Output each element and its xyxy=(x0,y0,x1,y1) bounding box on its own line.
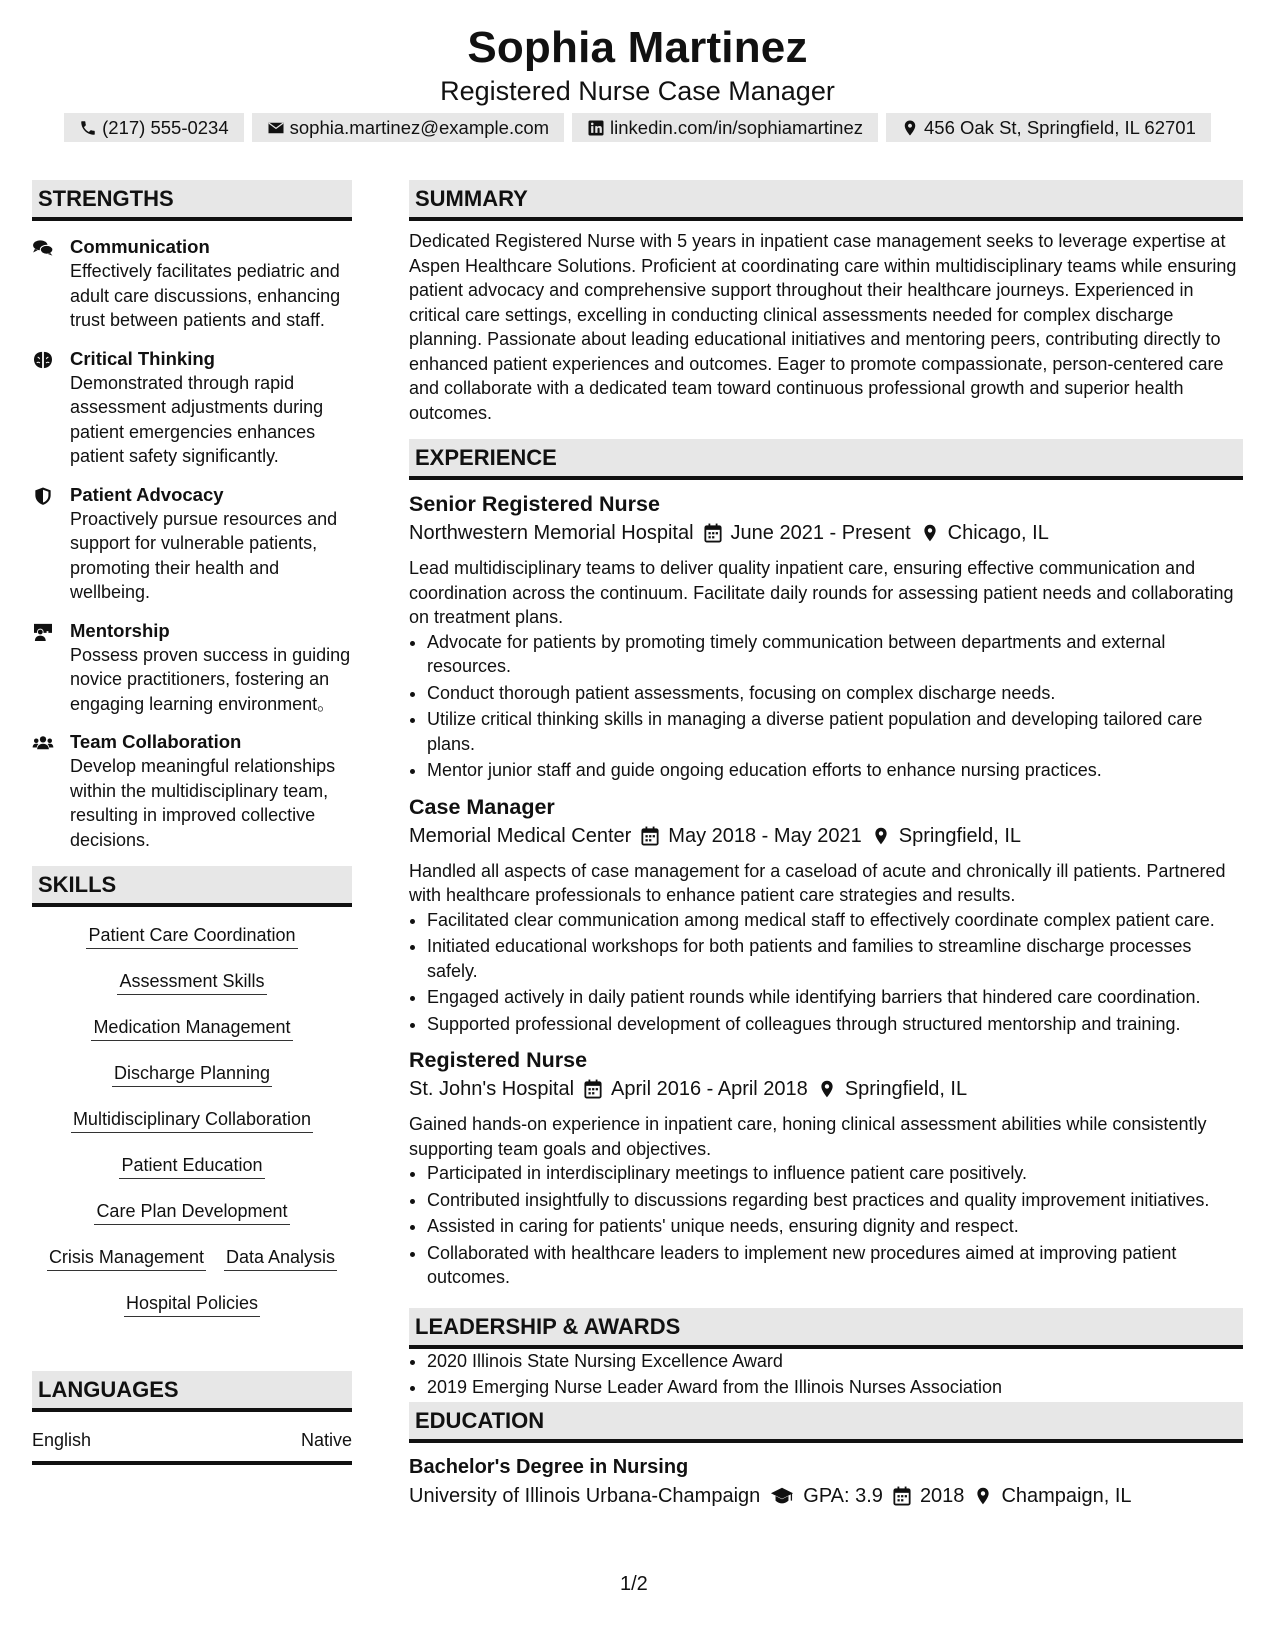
strength-item xyxy=(32,619,352,717)
strength-title: Team Collaboration xyxy=(70,731,242,752)
employer: Northwestern Memorial Hospital xyxy=(409,522,694,544)
job-meta xyxy=(409,821,1243,851)
bullet-item: • Conduct thorough patient assessments, focusing on complex discharge needs. xyxy=(427,681,1243,706)
strength-item xyxy=(32,347,352,469)
map-marker-icon xyxy=(921,523,939,543)
map-marker-icon xyxy=(872,826,890,846)
language-level: Native xyxy=(300,1430,352,1450)
users-icon xyxy=(32,734,54,752)
bullet-item: • Contributed insightfully to discussions regarding best practices and quality improvement initiatives. xyxy=(427,1188,1243,1213)
job-meta xyxy=(409,1074,1243,1104)
graduation-cap-icon xyxy=(770,1486,794,1506)
employer: St. John's Hospital xyxy=(409,1078,575,1100)
skill-tag: Patient Education xyxy=(119,1153,264,1179)
skill-tag: Data Analysis xyxy=(224,1245,337,1271)
linkedin-icon xyxy=(587,119,605,137)
award-item: • 2020 Illinois State Nursing Excellence Award xyxy=(427,1349,1243,1374)
school-name: University of Illinois Urbana-Champaign xyxy=(409,1484,761,1507)
awards-list xyxy=(409,1349,1243,1400)
job-location: Springfield, IL xyxy=(898,824,1022,847)
chalkboard-teacher-icon xyxy=(32,623,54,641)
job-bullets xyxy=(409,1161,1243,1290)
strengths-list xyxy=(32,235,352,852)
strength-title: Patient Advocacy xyxy=(70,483,224,505)
job-location: Springfield, IL xyxy=(844,1078,968,1100)
envelope-icon xyxy=(267,119,285,137)
map-marker-icon xyxy=(974,1486,992,1506)
map-marker-icon xyxy=(818,1079,836,1099)
calendar-icon xyxy=(641,826,659,846)
language-name: English xyxy=(32,1430,92,1450)
contact-address xyxy=(886,113,1211,142)
strength-item xyxy=(32,483,352,605)
job-bullets xyxy=(409,908,1243,1037)
skills-list xyxy=(32,907,352,1339)
strength-item xyxy=(32,235,352,333)
strength-description: Develop meaningful relationships within the multidisciplinary team, resulting in improved collective decisions. xyxy=(70,756,336,850)
education-location: Champaign, IL xyxy=(1001,1484,1132,1507)
candidate-name: Sophia Martinez xyxy=(467,23,808,72)
bullet-item: • Collaborated with healthcare leaders to implement new procedures aimed at improving patient outcomes. xyxy=(427,1241,1243,1290)
education-entry xyxy=(409,1453,1243,1511)
skill-tag: Medication Management xyxy=(91,1015,292,1041)
contact-linkedin[interactable] xyxy=(572,113,878,142)
strength-description: Demonstrated through rapid assessment adjustments during patient emergencies enhances patient safety significantly. xyxy=(70,372,324,466)
bullet-item: • Initiated educational workshops for both patients and families to streamline discharge processes safely. xyxy=(427,934,1243,983)
bullet-item: • Utilize critical thinking skills in managing a diverse patient population and developing tailored care plans. xyxy=(427,707,1243,756)
job-dates: June 2021 - Present xyxy=(730,522,911,544)
education-heading: EDUCATION xyxy=(409,1402,1243,1443)
award-item: • 2019 Emerging Nurse Leader Award from the Illinois Nurses Association xyxy=(427,1375,1243,1400)
strength-title: Critical Thinking xyxy=(70,347,215,369)
skill-tag: Patient Care Coordination xyxy=(86,923,297,949)
skill-tag: Assessment Skills xyxy=(117,969,266,995)
education-meta xyxy=(409,1481,1243,1511)
job-location: Chicago, IL xyxy=(947,522,1049,544)
job-dates: May 2018 - May 2021 xyxy=(668,824,862,847)
job-dates: April 2016 - April 2018 xyxy=(611,1078,808,1100)
bullet-item: • Advocate for patients by promoting timely communication between departments and external resources. xyxy=(427,630,1243,679)
page-number: 1/2 xyxy=(620,1573,648,1595)
job-entry xyxy=(409,1046,1243,1290)
comments-icon xyxy=(32,239,54,257)
bullet-item: • Supported professional development of colleagues through structured mentorship and training. xyxy=(427,1012,1243,1037)
bullet-item: • Mentor junior staff and guide ongoing education efforts to enhance nursing practices. xyxy=(427,758,1243,783)
experience-heading: EXPERIENCE xyxy=(409,439,1243,480)
skill-tag: Discharge Planning xyxy=(112,1061,272,1087)
address-text: 456 Oak St, Springfield, IL 62701 xyxy=(924,117,1196,138)
candidate-title: Registered Nurse Case Manager xyxy=(440,76,835,106)
job-entry xyxy=(409,490,1243,783)
summary-text: Dedicated Registered Nurse with 5 years in inpatient case management seeks to leverage expertise at Aspen Healthcare Solutions. Proficient at coordinating care within multidisciplinary teams while ensuring patient advocacy and comprehensive support throughout their healthcare journeys. Experienced in critical care settings, excelling in conducting clinical assessments needed for complex discharge planning. Passionate about leading educational initiatives and mentoring peers, contributing directly to enhanced patient experiences and outcomes. Eager to promote compassionate, person-centered care and collaborate with a dedicated team toward continuous professional growth and superior health outcomes. xyxy=(409,231,1237,423)
job-title: Case Manager xyxy=(409,794,555,819)
skill-tag: Care Plan Development xyxy=(94,1199,289,1225)
employer: Memorial Medical Center xyxy=(409,824,632,847)
calendar-icon xyxy=(584,1079,602,1099)
bullet-item: • Engaged actively in daily patient rounds while identifying barriers that hindered care coordination. xyxy=(427,985,1243,1010)
shield-icon xyxy=(32,487,54,505)
job-meta xyxy=(409,518,1243,548)
strength-title: Communication xyxy=(70,236,210,257)
linkedin-text: linkedin.com/in/sophiamartinez xyxy=(610,117,863,138)
skill-tag: Crisis Management xyxy=(47,1245,206,1271)
strengths-heading: STRENGTHS xyxy=(32,180,352,221)
job-title: Senior Registered Nurse xyxy=(409,492,660,516)
strength-item xyxy=(32,730,352,852)
skill-tag: Hospital Policies xyxy=(124,1291,260,1317)
email-text: sophia.martinez@example.com xyxy=(289,117,550,138)
contact-email[interactable] xyxy=(252,113,564,142)
bullet-item: • Participated in interdisciplinary meetings to influence patient care positively. xyxy=(427,1161,1243,1186)
job-bullets xyxy=(409,630,1243,783)
summary-heading: SUMMARY xyxy=(409,180,1243,221)
bullet-item: • Assisted in caring for patients' unique needs, ensuring dignity and respect. xyxy=(427,1214,1243,1239)
skills-heading: SKILLS xyxy=(32,866,352,907)
strength-description: Proactively pursue resources and support for vulnerable patients, promoting their health and wellbeing. xyxy=(70,508,338,602)
languages-heading: LANGUAGES xyxy=(32,1371,352,1412)
job-description: Gained hands-on experience in inpatient care, honing clinical assessment abilities while consistently supporting team goals and objectives. xyxy=(409,1114,1207,1159)
job-description: Lead multidisciplinary teams to deliver quality inpatient care, ensuring effective communication and coordination across the continuum. Facilitate daily rounds for assessing patient needs and collaborating on treatment plans. xyxy=(409,558,1234,627)
calendar-icon xyxy=(893,1486,911,1506)
strength-title: Mentorship xyxy=(70,619,170,641)
left-column xyxy=(32,180,352,1465)
awards-heading: LEADERSHIP & AWARDS xyxy=(409,1308,1243,1349)
resume-header xyxy=(0,22,1275,108)
gpa: GPA: 3.9 xyxy=(803,1484,883,1507)
job-title: Registered Nurse xyxy=(409,1048,588,1072)
graduation-year: 2018 xyxy=(919,1484,965,1507)
strength-description: Effectively facilitates pediatric and adult care discussions, enhancing trust between patients and staff. xyxy=(70,261,341,330)
degree-title: Bachelor's Degree in Nursing xyxy=(409,1455,689,1478)
strength-description: Possess proven success in guiding novice practitioners, fostering an engaging learning environment。 xyxy=(70,644,351,714)
job-description: Handled all aspects of case management for a caseload of acute and chronically ill patients. Partnered with healthcare professionals to enhance patient care strategies and results. xyxy=(409,860,1226,905)
phone-icon xyxy=(79,119,97,137)
skill-tag: Multidisciplinary Collaboration xyxy=(71,1107,313,1133)
language-row xyxy=(32,1412,352,1465)
calendar-icon xyxy=(704,523,722,543)
contact-bar xyxy=(0,113,1275,142)
map-marker-icon xyxy=(901,119,919,137)
brain-icon xyxy=(32,351,54,369)
right-column xyxy=(409,180,1243,1511)
job-entry xyxy=(409,793,1243,1037)
phone-text: (217) 555-0234 xyxy=(102,117,229,138)
bullet-item: • Facilitated clear communication among medical staff to effectively coordinate complex patient care. xyxy=(427,908,1243,933)
contact-phone[interactable] xyxy=(64,113,244,142)
